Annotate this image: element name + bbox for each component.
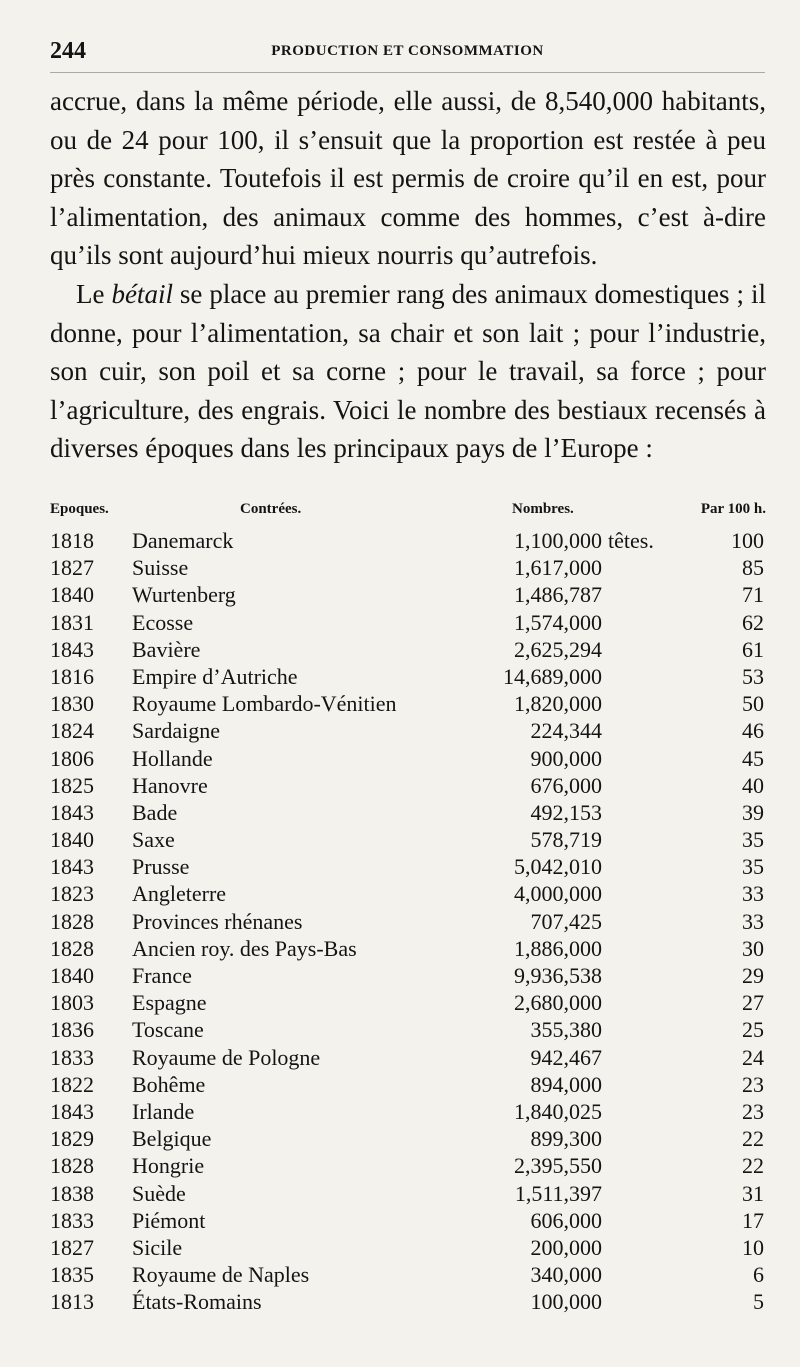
row-ratio: 39 bbox=[742, 799, 764, 825]
table-row bbox=[50, 1207, 766, 1234]
row-country: Royaume Lombardo-Vénitien bbox=[132, 691, 397, 717]
row-year: 1829 bbox=[50, 1126, 94, 1152]
row-ratio: 46 bbox=[742, 718, 764, 744]
row-year: 1825 bbox=[50, 772, 94, 798]
row-year: 1836 bbox=[50, 1017, 94, 1043]
table-row bbox=[50, 1180, 766, 1207]
row-country: Toscane bbox=[132, 1017, 204, 1043]
row-year: 1803 bbox=[50, 990, 94, 1016]
row-number: 4,000,000 bbox=[514, 881, 602, 907]
table-row bbox=[50, 1261, 766, 1288]
page-header bbox=[50, 38, 765, 73]
table-row bbox=[50, 826, 766, 853]
table-row bbox=[50, 799, 766, 826]
row-ratio: 71 bbox=[742, 582, 764, 608]
table-row bbox=[50, 636, 766, 663]
row-year: 1830 bbox=[50, 691, 94, 717]
table-body bbox=[50, 527, 766, 1315]
row-number: 2,625,294 bbox=[514, 636, 602, 662]
running-title: PRODUCTION ET CONSOMMATION bbox=[271, 43, 544, 59]
table-row bbox=[50, 717, 766, 744]
row-country: France bbox=[132, 963, 192, 988]
row-year: 1840 bbox=[50, 963, 94, 988]
row-number: 1,574,000 bbox=[514, 609, 602, 635]
row-country: Royaume de Pologne bbox=[132, 1044, 321, 1070]
table-row bbox=[50, 1288, 766, 1315]
row-number: 5,042,010 bbox=[514, 854, 602, 880]
row-country: Sardaigne bbox=[132, 718, 220, 744]
row-year: 1827 bbox=[50, 555, 94, 581]
row-year: 1843 bbox=[50, 799, 94, 825]
row-ratio: 85 bbox=[742, 555, 764, 581]
row-number: 676,000 bbox=[530, 772, 602, 798]
row-number: 942,467 bbox=[530, 1044, 602, 1070]
row-country: Provinces rhénanes bbox=[132, 908, 303, 934]
row-ratio: 53 bbox=[742, 663, 764, 689]
row-ratio: 23 bbox=[742, 1098, 764, 1124]
row-number: 492,153 bbox=[530, 799, 602, 825]
row-country: Hongrie bbox=[132, 1153, 205, 1179]
row-number: 9,936,538 bbox=[514, 963, 602, 988]
row-country: Irlande bbox=[132, 1098, 195, 1124]
row-number: 2,395,550 bbox=[514, 1153, 602, 1179]
table-row bbox=[50, 772, 766, 799]
page-number: 244 bbox=[50, 38, 86, 64]
row-country: Piémont bbox=[132, 1207, 206, 1233]
row-ratio: 17 bbox=[742, 1207, 764, 1233]
row-number: 355,380 bbox=[530, 1017, 602, 1043]
row-year: 1843 bbox=[50, 854, 94, 880]
table-row bbox=[50, 962, 766, 989]
row-ratio: 35 bbox=[742, 827, 764, 853]
row-year: 1828 bbox=[50, 935, 94, 961]
row-number: 14,689,000 bbox=[503, 663, 602, 689]
row-ratio: 23 bbox=[742, 1071, 764, 1097]
table-row bbox=[50, 663, 766, 690]
paragraph-2-start: Le bbox=[76, 278, 112, 309]
row-year: 1831 bbox=[50, 609, 94, 635]
row-country: Prusse bbox=[132, 854, 190, 880]
row-year: 1828 bbox=[50, 1153, 94, 1179]
row-number: 100,000 bbox=[530, 1289, 602, 1315]
row-ratio: 62 bbox=[742, 609, 764, 635]
row-year: 1840 bbox=[50, 582, 94, 608]
paragraph-1: accrue, dans la même période, elle aussi, de 8,540,000 habitants, ou de 24 pour 100, il s’ensuit que la proportion est restée à peu près constante. Toutefois il est permis de croire qu’il en est, pour l’alimentation, des animaux comme des hommes, c’est à-dire qu’ils sont aujourd’hui mieux nourris qu’autrefois. bbox=[50, 86, 766, 271]
row-country: Angleterre bbox=[132, 881, 227, 907]
table-row bbox=[50, 853, 766, 880]
table-row bbox=[50, 609, 766, 636]
row-country: Empire d’Autriche bbox=[132, 663, 298, 689]
row-year: 1818 bbox=[50, 528, 94, 553]
row-year: 1828 bbox=[50, 908, 94, 934]
header-par-100: Par 100 h. bbox=[700, 501, 766, 517]
row-year: 1833 bbox=[50, 1044, 94, 1070]
row-year: 1833 bbox=[50, 1207, 94, 1233]
row-number: 1,840,025 bbox=[514, 1098, 602, 1124]
table-row bbox=[50, 880, 766, 907]
table-row bbox=[50, 1098, 766, 1125]
table-row bbox=[50, 554, 766, 581]
row-ratio: 50 bbox=[742, 691, 764, 717]
table-header bbox=[50, 497, 766, 527]
row-country: Ancien roy. des Pays-Bas bbox=[132, 935, 357, 961]
table-row bbox=[50, 935, 766, 962]
row-ratio: 30 bbox=[742, 935, 764, 961]
row-country: Sicile bbox=[132, 1234, 183, 1260]
table-row bbox=[50, 1152, 766, 1179]
livestock-table bbox=[50, 497, 766, 1315]
row-ratio: 45 bbox=[742, 745, 764, 771]
row-ratio: 100 bbox=[731, 528, 764, 553]
table-row bbox=[50, 908, 766, 935]
row-country: Bade bbox=[132, 799, 178, 825]
table-row bbox=[50, 581, 766, 608]
row-year: 1813 bbox=[50, 1289, 94, 1315]
row-ratio: 22 bbox=[742, 1126, 764, 1152]
row-country: Danemarck bbox=[132, 528, 234, 553]
header-epoques: Epoques. bbox=[50, 501, 109, 517]
header-nombres: Nombres. bbox=[512, 501, 574, 517]
row-ratio: 40 bbox=[742, 772, 764, 798]
header-contrees: Contrées. bbox=[240, 501, 302, 517]
row-ratio: 27 bbox=[742, 990, 764, 1016]
table-row bbox=[50, 527, 766, 554]
row-country: États-Romains bbox=[132, 1289, 262, 1315]
row-year: 1840 bbox=[50, 827, 94, 853]
row-number: 1,886,000 bbox=[514, 935, 602, 961]
row-unit: têtes. bbox=[608, 528, 654, 553]
row-number: 606,000 bbox=[530, 1207, 602, 1233]
row-ratio: 22 bbox=[742, 1153, 764, 1179]
row-year: 1835 bbox=[50, 1262, 94, 1288]
row-number: 578,719 bbox=[530, 827, 602, 853]
row-number: 900,000 bbox=[530, 745, 602, 771]
row-ratio: 33 bbox=[742, 908, 764, 934]
table-row bbox=[50, 1125, 766, 1152]
row-year: 1824 bbox=[50, 718, 94, 744]
row-year: 1843 bbox=[50, 1098, 94, 1124]
row-ratio: 29 bbox=[742, 963, 764, 988]
row-year: 1822 bbox=[50, 1071, 94, 1097]
row-country: Hanovre bbox=[132, 772, 208, 798]
row-number: 340,000 bbox=[530, 1262, 602, 1288]
row-number: 1,511,397 bbox=[514, 1180, 602, 1206]
row-ratio: 10 bbox=[742, 1234, 764, 1260]
row-number: 899,300 bbox=[530, 1126, 602, 1152]
row-country: Wurtenberg bbox=[132, 582, 236, 608]
row-ratio: 25 bbox=[742, 1017, 764, 1043]
table-row bbox=[50, 1071, 766, 1098]
row-country: Suisse bbox=[132, 555, 189, 581]
row-ratio: 6 bbox=[753, 1262, 764, 1288]
table-row bbox=[50, 745, 766, 772]
row-country: Ecosse bbox=[132, 609, 194, 635]
row-number: 1,100,000 bbox=[514, 528, 602, 553]
paragraph-2 bbox=[50, 275, 766, 468]
row-year: 1816 bbox=[50, 663, 94, 689]
row-ratio: 33 bbox=[742, 881, 764, 907]
paragraph-2-rest: se place au premier rang des animaux domestiques ; il donne, pour l’alimentation, sa chair et son lait ; pour l’industrie, son cuir, son poil et sa corne ; pour le travail, sa force ; pour l’agriculture, des engrais. Voici le nombre des bestiaux recensés à diverses époques dans les principaux pays de l’Europe : bbox=[50, 278, 766, 464]
row-country: Royaume de Naples bbox=[132, 1262, 310, 1288]
table-row bbox=[50, 690, 766, 717]
row-year: 1823 bbox=[50, 881, 94, 907]
row-number: 707,425 bbox=[530, 908, 602, 934]
row-year: 1827 bbox=[50, 1234, 94, 1260]
row-ratio: 35 bbox=[742, 854, 764, 880]
row-number: 894,000 bbox=[530, 1071, 602, 1097]
paragraph-2-italic-word: bétail bbox=[111, 278, 173, 309]
row-country: Hollande bbox=[132, 745, 213, 771]
table-row bbox=[50, 1234, 766, 1261]
row-year: 1843 bbox=[50, 636, 94, 662]
row-number: 2,680,000 bbox=[514, 990, 602, 1016]
row-number: 1,617,000 bbox=[514, 555, 602, 581]
row-ratio: 31 bbox=[742, 1180, 764, 1206]
row-number: 1,820,000 bbox=[514, 691, 602, 717]
row-country: Bohême bbox=[132, 1071, 206, 1097]
row-number: 200,000 bbox=[530, 1234, 602, 1260]
row-country: Espagne bbox=[132, 990, 207, 1016]
row-number: 224,344 bbox=[530, 718, 602, 744]
table-row bbox=[50, 1044, 766, 1071]
row-ratio: 61 bbox=[742, 636, 764, 662]
row-country: Saxe bbox=[132, 827, 175, 853]
table-row bbox=[50, 989, 766, 1016]
row-ratio: 24 bbox=[742, 1044, 764, 1070]
row-country: Belgique bbox=[132, 1126, 212, 1152]
row-country: Suède bbox=[132, 1180, 186, 1206]
row-country: Bavière bbox=[132, 636, 201, 662]
row-number: 1,486,787 bbox=[514, 582, 602, 608]
row-year: 1806 bbox=[50, 745, 94, 771]
table-row bbox=[50, 1016, 766, 1043]
row-year: 1838 bbox=[50, 1180, 94, 1206]
row-ratio: 5 bbox=[753, 1289, 764, 1315]
body-text bbox=[50, 82, 766, 468]
